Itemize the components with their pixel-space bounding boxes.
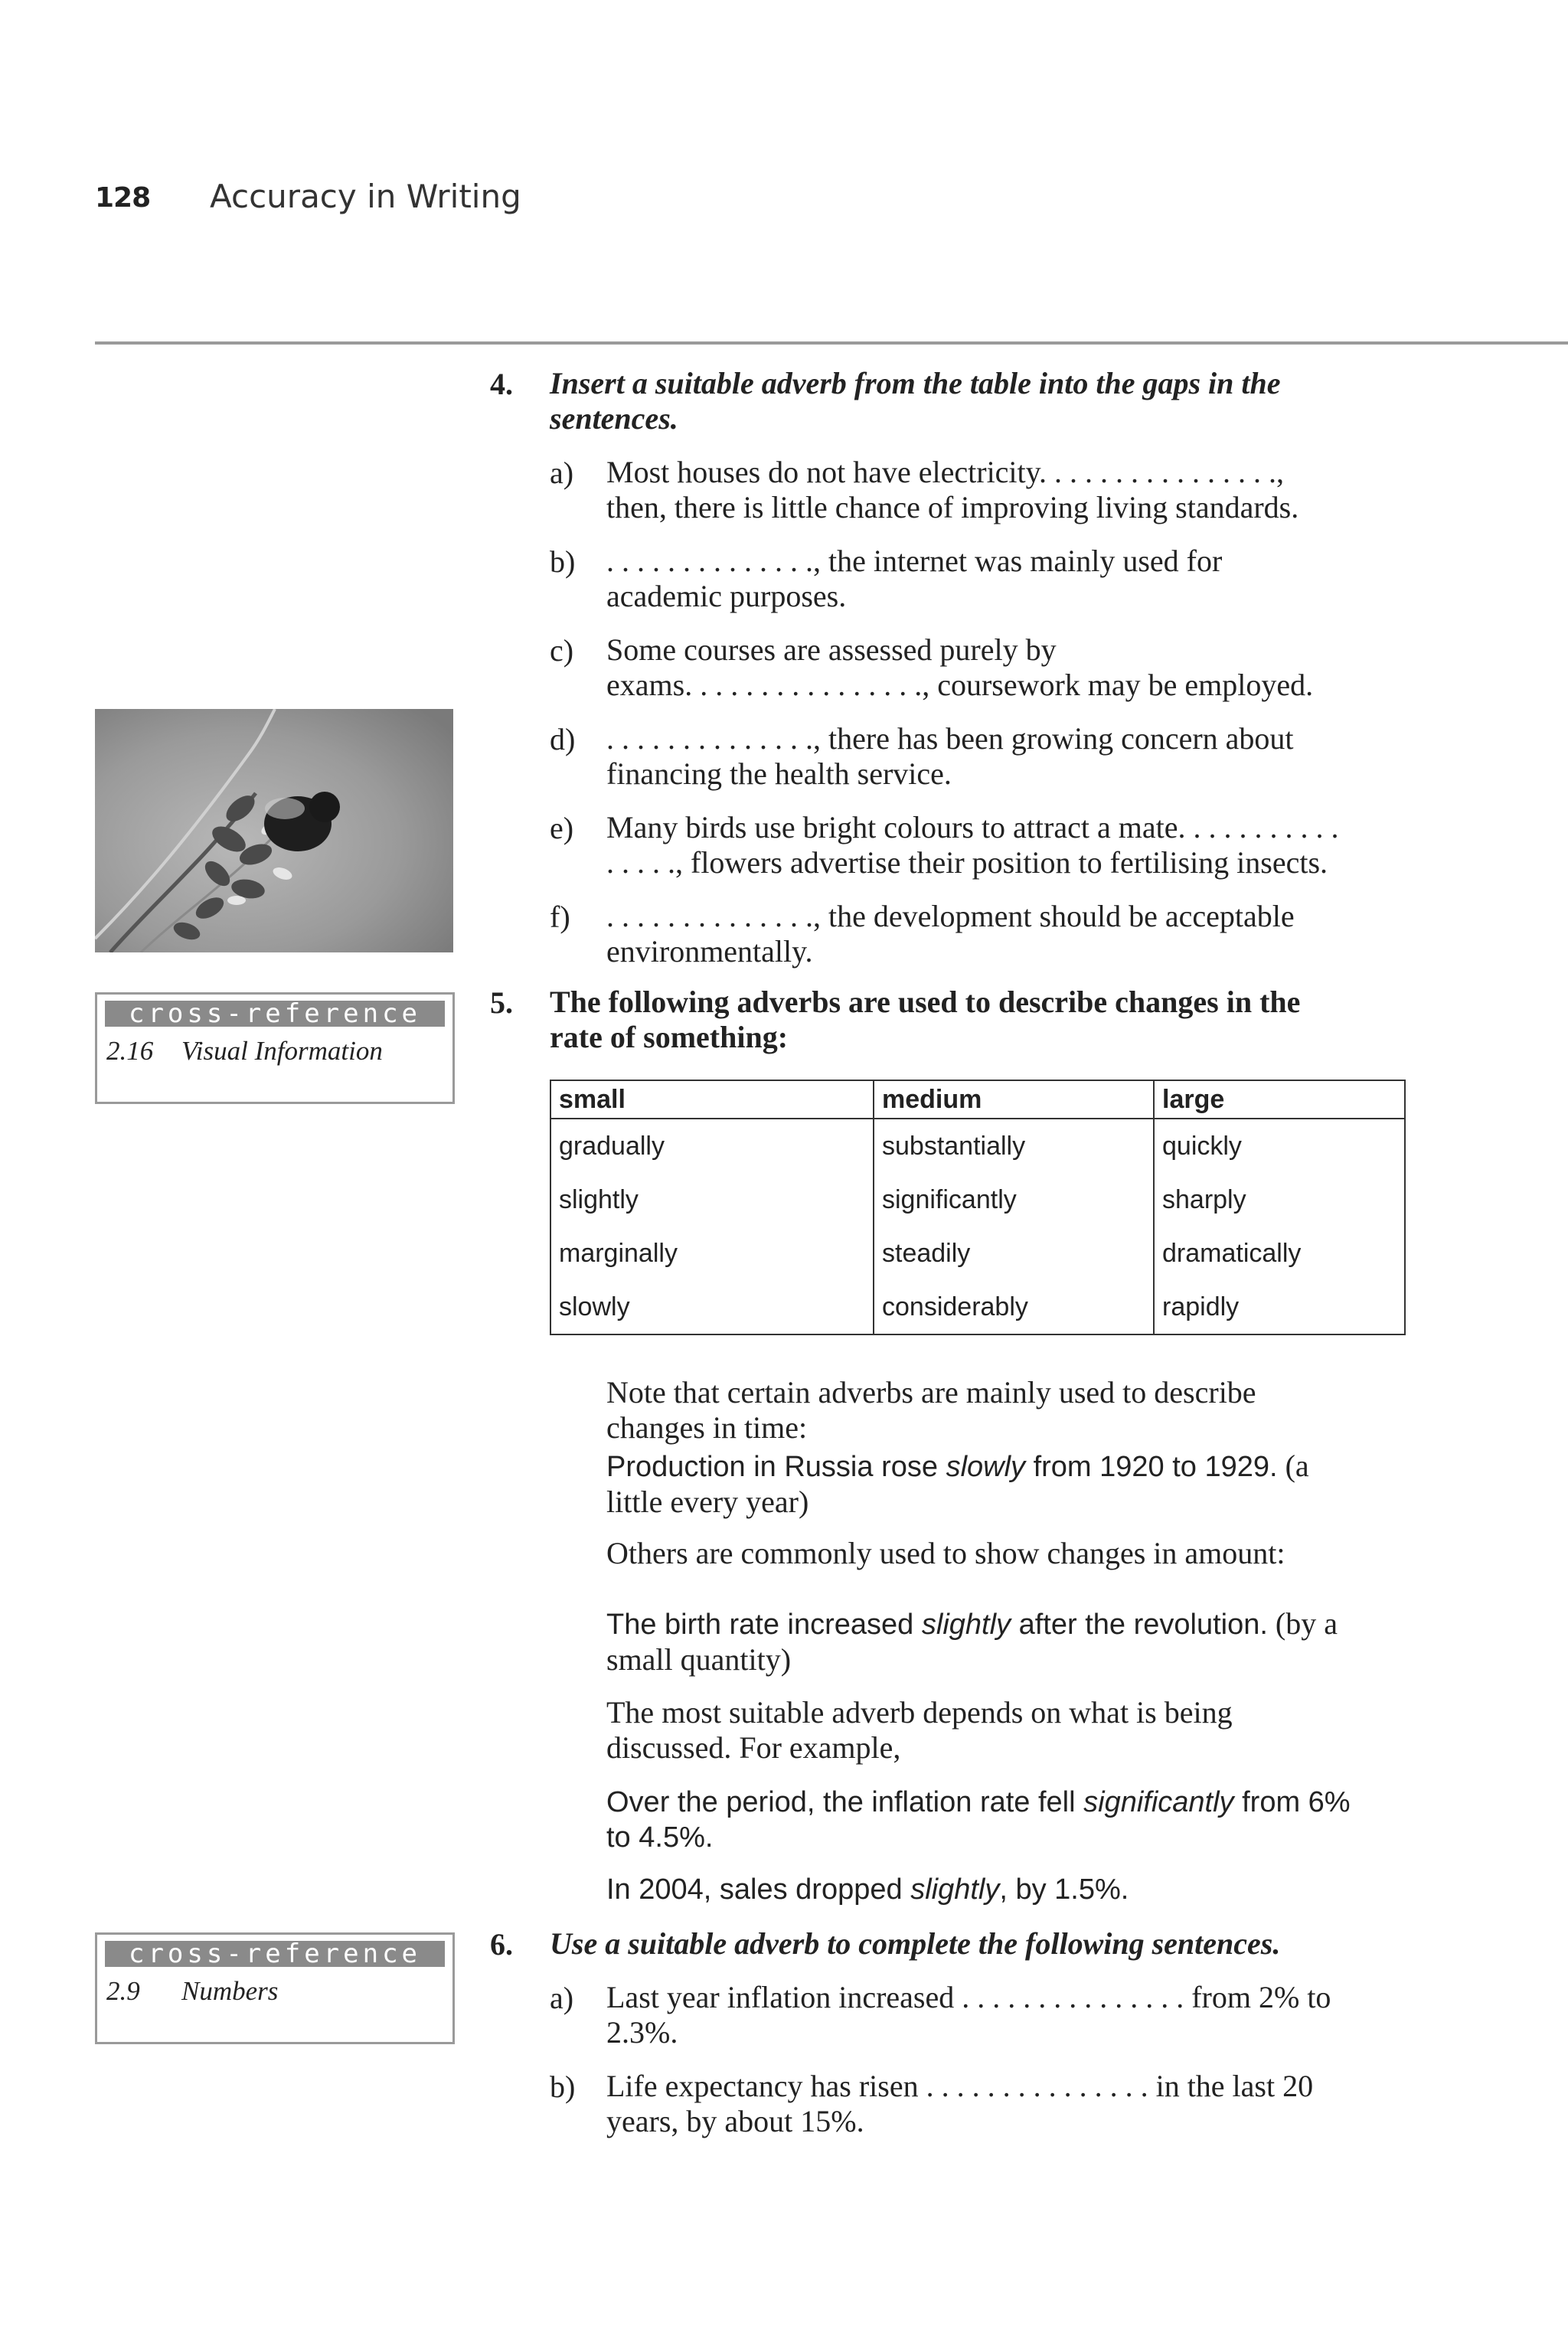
example-3 <box>606 1784 1433 1855</box>
q5-number: 5. <box>490 985 513 1020</box>
cross-reference-number: 2.16 <box>106 1036 154 1066</box>
q4-item-a-line1: Most houses do not have electricity. . . . . . . . . . . . . . . ., <box>606 455 1285 489</box>
table-header-row <box>550 1080 1405 1119</box>
adverb-table <box>550 1080 1406 1335</box>
example-gloss: small quantity) <box>606 1642 792 1677</box>
table-cell: sharply <box>1154 1173 1405 1227</box>
q4-item-a <box>606 455 1418 525</box>
example-text: Production in Russia rose <box>606 1451 946 1483</box>
example-2 <box>606 1606 1433 1677</box>
example-adverb: slightly <box>910 1873 1000 1906</box>
note-line: The most suitable adverb depends on what is being <box>606 1695 1233 1730</box>
example-gloss: (a <box>1277 1449 1309 1483</box>
q4-item-e-label: e) <box>550 811 574 845</box>
q4-item-f-label: f) <box>550 900 570 934</box>
q6-item-a-line1: Last year inflation increased . . . . . . . . . . . . . . . from 2% to <box>606 1980 1331 2014</box>
q4-item-b-line2: academic purposes. <box>606 579 847 613</box>
cross-reference-box-visual-information <box>95 992 455 1104</box>
table-cell: substantially <box>874 1119 1154 1173</box>
q4-item-c-line1: Some courses are assessed purely by <box>606 632 1057 667</box>
q6-item-a <box>606 1980 1418 2050</box>
q4-item-a-label: a) <box>550 456 574 490</box>
q4-item-b-line1: . . . . . . . . . . . . . ., the internet was mainly used for <box>606 544 1223 578</box>
q6-item-a-label: a) <box>550 1981 574 2015</box>
q6-instruction: Use a suitable adverb to complete the following sentences. <box>550 1926 1281 1961</box>
q4-item-d-line2: financing the health service. <box>606 756 952 791</box>
q4-item-e-line1: Many birds use bright colours to attract a mate. . . . . . . . . . . <box>606 810 1339 844</box>
q4-item-c-label: c) <box>550 633 574 668</box>
table-cell: significantly <box>874 1173 1154 1227</box>
example-adverb: slowly <box>946 1451 1026 1483</box>
example-gloss: little every year) <box>606 1485 809 1519</box>
note-line: Note that certain adverbs are mainly used to describe <box>606 1375 1256 1410</box>
bee-photo <box>95 709 453 952</box>
cross-reference-number: 2.9 <box>106 1976 140 2006</box>
q6-number: 6. <box>490 1927 513 1962</box>
table-header-large: large <box>1154 1080 1405 1119</box>
cross-reference-entry <box>106 1976 452 2007</box>
note-changes-in-time <box>606 1375 1433 1446</box>
table-cell: considerably <box>874 1280 1154 1334</box>
cross-reference-title: Visual Information <box>181 1036 383 1066</box>
q5-instruction-line1: The following adverbs are used to describe changes in the <box>550 985 1301 1019</box>
q4-item-c <box>606 632 1418 703</box>
table-row <box>550 1119 1405 1173</box>
header-rule <box>95 341 1568 345</box>
q4-item-e <box>606 810 1418 880</box>
q4-item-e-line2: . . . . ., flowers advertise their position to fertilising insects. <box>606 845 1328 880</box>
example-1 <box>606 1449 1433 1520</box>
example-4 <box>606 1871 1433 1907</box>
q4-item-d-line1: . . . . . . . . . . . . . ., there has been growing concern about <box>606 721 1294 756</box>
q4-instruction-line2: sentences. <box>550 401 678 436</box>
table-cell: slightly <box>550 1173 874 1227</box>
example-adverb: significantly <box>1083 1786 1234 1818</box>
q4-item-f-line1: . . . . . . . . . . . . . ., the development should be acceptable <box>606 899 1295 933</box>
table-cell: marginally <box>550 1227 874 1280</box>
q4-instruction-line1: Insert a suitable adverb from the table into the gaps in the <box>550 366 1281 400</box>
example-text: , by 1.5%. <box>999 1873 1129 1906</box>
cross-reference-band: cross-reference <box>105 1001 445 1027</box>
note-suitable-adverb <box>606 1695 1433 1766</box>
cross-reference-box-numbers <box>95 1932 455 2044</box>
q5-instruction-line2: rate of something: <box>550 1020 789 1054</box>
example-text: In 2004, sales dropped <box>606 1873 911 1906</box>
table-cell: gradually <box>550 1119 874 1173</box>
note-line: changes in time: <box>606 1410 808 1445</box>
table-cell: rapidly <box>1154 1280 1405 1334</box>
q4-item-b <box>606 544 1418 614</box>
q4-item-d <box>606 721 1418 792</box>
q4-instruction <box>550 366 1423 436</box>
example-text: after the revolution. <box>1011 1609 1268 1641</box>
table-cell: quickly <box>1154 1119 1405 1173</box>
q4-item-f-line2: environmentally. <box>606 934 813 969</box>
example-text: The birth rate increased <box>606 1609 922 1641</box>
q4-item-c-line2: exams. . . . . . . . . . . . . . . ., coursework may be employed. <box>606 668 1314 702</box>
example-adverb: slightly <box>921 1609 1011 1641</box>
q4-item-b-label: b) <box>550 544 576 579</box>
q5-instruction <box>550 985 1423 1055</box>
q4-number: 4. <box>490 367 513 401</box>
example-text: to 4.5%. <box>606 1821 714 1854</box>
table-row <box>550 1280 1405 1334</box>
q4-item-a-line2: then, there is little chance of improving living standards. <box>606 490 1299 524</box>
q6-item-b-line2: years, by about 15%. <box>606 2104 864 2138</box>
q4-item-d-label: d) <box>550 722 576 756</box>
table-cell: dramatically <box>1154 1227 1405 1280</box>
note-line: discussed. For example, <box>606 1730 901 1765</box>
q6-item-b-line1: Life expectancy has risen . . . . . . . . . . . . . . . in the last 20 <box>606 2069 1314 2103</box>
table-cell: steadily <box>874 1227 1154 1280</box>
cross-reference-entry <box>106 1036 452 1067</box>
example-text: from 6% <box>1233 1786 1351 1818</box>
cross-reference-band: cross-reference <box>105 1941 445 1967</box>
example-text: Over the period, the inflation rate fell <box>606 1786 1084 1818</box>
bee-photo-graphic <box>95 709 453 952</box>
example-gloss: (by a <box>1267 1606 1338 1641</box>
table-row <box>550 1227 1405 1280</box>
q6-item-b-label: b) <box>550 2069 576 2104</box>
table-header-medium: medium <box>874 1080 1154 1119</box>
q4-item-f <box>606 899 1418 969</box>
cross-reference-title: Numbers <box>181 1976 279 2006</box>
note-changes-in-amount: Others are commonly used to show changes in amount: <box>606 1536 1285 1570</box>
table-header-small: small <box>550 1080 874 1119</box>
table-cell: slowly <box>550 1280 874 1334</box>
running-title: Accuracy in Writing <box>210 178 521 215</box>
q6-item-b <box>606 2069 1418 2139</box>
page-number: 128 <box>95 182 151 214</box>
q6-item-a-line2: 2.3%. <box>606 2015 678 2050</box>
example-text: from 1920 to 1929. <box>1025 1451 1278 1483</box>
table-row <box>550 1173 1405 1227</box>
